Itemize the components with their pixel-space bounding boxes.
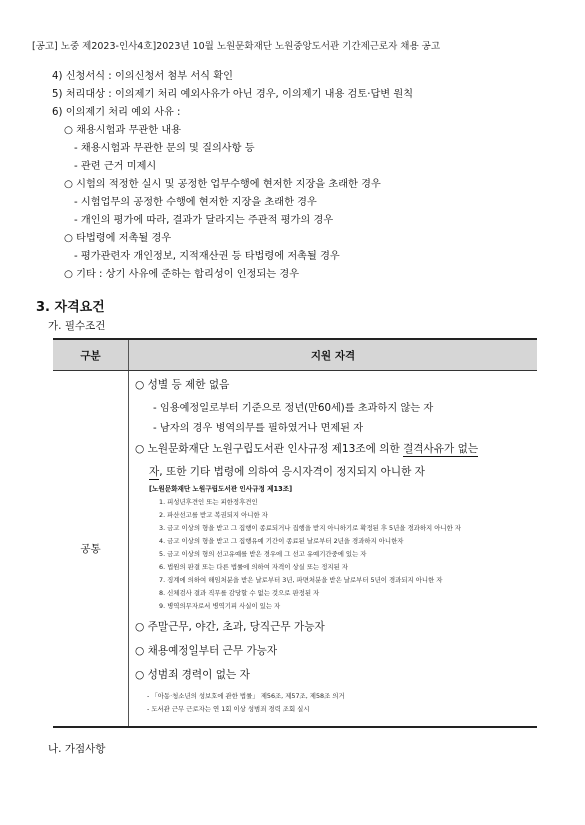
condition-disqualification-underline: 결격사유가 없는 [403, 443, 479, 455]
condition-start-date: ○ 채용예정일부터 근무 가능자 [135, 645, 278, 657]
column-header-qualification: 지원 자격 [129, 339, 538, 371]
rule-item: 3. 금고 이상의 형을 받고 그 집행이 종료되거나 집행을 받지 아니하기로 확정된 후 5년을 경과하지 아니한 자 [159, 524, 461, 532]
table-header-row [53, 339, 537, 371]
condition-disqualification-line2 [149, 464, 425, 479]
column-header-category: 구분 [53, 339, 129, 371]
qualification-cell [129, 371, 538, 728]
exception-item-etc: ○ 기타 : 상기 사유에 준하는 합리성이 인정되는 경우 [64, 269, 300, 280]
rule-item: 5. 금고 이상의 형의 선고유예를 받은 경우에 그 선고 유예기간중에 있는 자 [159, 550, 367, 558]
exception-sub-privacy: - 평가관련자 개인정보, 지적재산권 등 타법령에 저촉될 경우 [74, 251, 340, 262]
exception-sub-subjective: - 개인의 평가에 따라, 결과가 달라지는 주관적 평가의 경우 [74, 215, 334, 226]
exception-sub-fairness: - 시험업무의 공정한 수행에 현저한 지장을 초래한 경우 [74, 197, 317, 208]
condition-disqualification-text: ○ 노원문화재단 노원구립도서관 인사규정 제13조에 의한 [135, 443, 404, 455]
personnel-rule-title: [노원문화재단 노원구립도서관 인사규정 제13조] [149, 485, 293, 493]
qualification-table [53, 338, 537, 728]
rule-item: 9. 병역의무자로서 병역기피 사실이 있는 자 [159, 602, 281, 610]
exception-item-disruption: ○ 시험의 적정한 실시 및 공정한 업무수행에 현저한 지장을 초래한 경우 [64, 179, 381, 190]
document-header: [공고] 노중 제2023-인사4호]2023년 10월 노원문화재단 노원중앙도서관 기간제근로자 채용 공고 [32, 41, 441, 52]
note-youth-protection-law: - 「아동·청소년의 성보호에 관한 법률」 제56조, 제57조, 제58조 의거 [147, 692, 345, 700]
category-cell: 공통 [53, 371, 129, 728]
rule-item: 7. 징계에 의하여 해임처분을 받은 날로부터 3년, 파면처분을 받은 날로부터 5년이 경과되지 아니한 자 [159, 576, 443, 584]
rule-item: 6. 법원의 판결 또는 다른 법률에 의하여 자격이 상실 또는 정지된 자 [159, 563, 348, 571]
condition-disqualification-text-2: , 또한 기타 법령에 의하여 응시자격이 정지되지 아니한 자 [159, 466, 425, 478]
subsection-bonus: 나. 가점사항 [48, 743, 106, 755]
objection-form-line: 4) 신청서식 : 이의신청서 첨부 서식 확인 [52, 71, 233, 82]
condition-no-gender-limit: ○ 성별 등 제한 없음 [135, 379, 230, 391]
section-title: 3. 자격요건 [36, 300, 105, 315]
exception-sub-nobasis: - 관련 근거 미제시 [74, 161, 157, 172]
rule-item: 2. 파산선고를 받고 복권되지 아니한 자 [159, 511, 268, 519]
table-row [53, 371, 537, 728]
objection-target-line: 5) 처리대상 : 이의제기 처리 예외사유가 아닌 경우, 이의제기 내용 검토·답변 원칙 [52, 89, 414, 100]
subsection-required: 가. 필수조건 [48, 320, 106, 332]
exception-sub-inquiry: - 채용시험과 무관한 문의 및 질의사항 등 [74, 143, 255, 154]
rule-item: 1. 피성년후견인 또는 피한정후견인 [159, 498, 258, 506]
objection-exception-heading: 6) 이의제기 처리 예외 사유 : [52, 107, 181, 118]
condition-age-limit: - 임용예정일로부터 기준으로 정년(만60세)를 초과하지 않는 자 [153, 403, 434, 414]
condition-disqualification-underline-2: 자 [149, 466, 160, 478]
rule-item: 8. 신체검사 결과 직무를 감당할 수 없는 것으로 판정된 자 [159, 589, 320, 597]
exception-item-otherlaw: ○ 타법령에 저촉될 경우 [64, 233, 172, 244]
exception-item-unrelated: ○ 채용시험과 무관한 내용 [64, 125, 182, 136]
condition-no-sex-crime: ○ 성범죄 경력이 없는 자 [135, 669, 250, 681]
note-annual-check: - 도서관 근무 근로자는 연 1회 이상 성범죄 경력 조회 실시 [147, 705, 310, 713]
condition-military: - 남자의 경우 병역의무를 필하였거나 면제된 자 [153, 423, 364, 434]
condition-disqualification-line1 [135, 441, 478, 456]
rule-item: 4. 금고 이상의 형을 받고 그 집행유예 기간이 종료된 날로부터 2년을 경과하지 아니한자 [159, 537, 404, 545]
condition-shift-work: ○ 주말근무, 야간, 초과, 당직근무 가능자 [135, 621, 325, 633]
